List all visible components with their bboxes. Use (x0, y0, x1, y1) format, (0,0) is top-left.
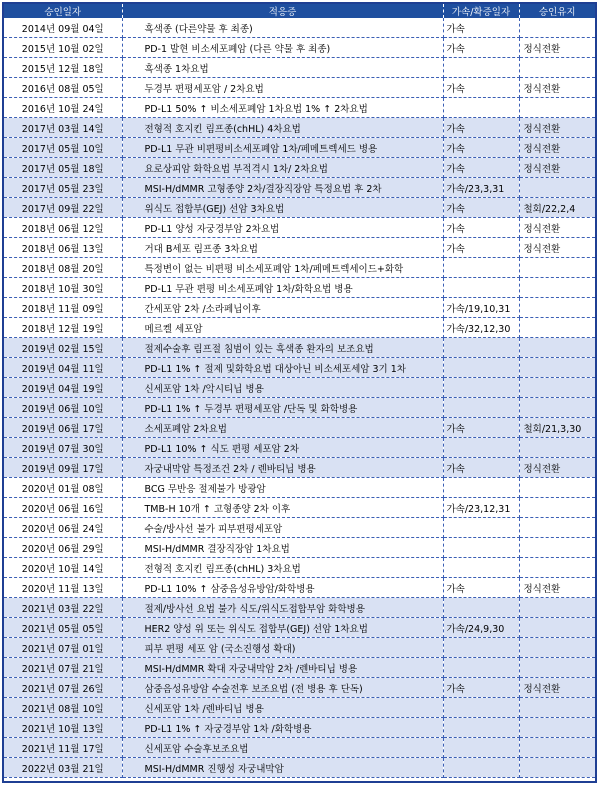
accelerated-date-cell: 가속 (443, 158, 519, 178)
approval-date-cell: 2018년 08월 20일 (4, 258, 122, 278)
approval-status-cell (519, 618, 595, 638)
table-row (4, 298, 595, 318)
table-row (4, 498, 595, 518)
accelerated-date-cell (443, 538, 519, 558)
approval-status-cell (519, 278, 595, 298)
approval-date-cell: 2017년 05월 10일 (4, 138, 122, 158)
indication-cell: 특정변이 없는 비편평 비소세포폐암 1차/페메트렉세이드+화학 (122, 258, 443, 278)
table-row (4, 238, 595, 258)
approval-status-cell (519, 18, 595, 38)
indication-cell: HER2 양성 위 또는 위식도 접합부(GEJ) 선암 1차요법 (122, 618, 443, 638)
table-row (4, 698, 595, 718)
approval-date-cell: 2021년 07월 01일 (4, 638, 122, 658)
accelerated-date-cell (443, 258, 519, 278)
indication-cell: 삼중음성유방암 수술전후 보조요법 (전 병용 후 단독) (122, 678, 443, 698)
approval-status-cell (519, 58, 595, 78)
approval-date-cell: 2019년 07월 30일 (4, 438, 122, 458)
table-row (4, 398, 595, 418)
approval-status-cell (519, 698, 595, 718)
approval-date-cell: 2019년 06월 10일 (4, 398, 122, 418)
approval-status-cell: 정식전환 (519, 458, 595, 478)
accelerated-date-cell (443, 518, 519, 538)
indication-cell: PD-1 발현 비소세포폐암 (다른 약물 후 최종) (122, 38, 443, 58)
table-row (4, 638, 595, 658)
accelerated-date-cell (443, 398, 519, 418)
accelerated-date-cell: 가속 (443, 118, 519, 138)
approval-date-cell: 2021년 11월 17일 (4, 738, 122, 758)
accelerated-date-cell (443, 718, 519, 738)
approval-status-cell (519, 718, 595, 738)
approval-date-cell: 2021년 10월 13일 (4, 718, 122, 738)
table-row (4, 178, 595, 198)
approval-status-cell: 철회/22,2,4 (519, 198, 595, 218)
indication-cell: 신세포암 수술후보조요법 (122, 738, 443, 758)
table-row (4, 538, 595, 558)
approval-status-cell (519, 478, 595, 498)
approval-status-cell: 정식전환 (519, 138, 595, 158)
accelerated-date-cell: 가속/24,9,30 (443, 618, 519, 638)
indication-cell: 자궁내막암 특정조건 2차 / 렌바티닙 병용 (122, 458, 443, 478)
approval-date-cell: 2020년 01월 08일 (4, 478, 122, 498)
approval-status-cell (519, 298, 595, 318)
accelerated-date-cell: 가속 (443, 38, 519, 58)
approval-status-cell (519, 358, 595, 378)
approval-date-cell: 2018년 06월 13일 (4, 238, 122, 258)
indication-cell: TMB-H 10개 ↑ 고형종양 2차 이후 (122, 498, 443, 518)
approval-date-cell: 2015년 12월 18일 (4, 58, 122, 78)
indication-cell: PD-L1 1% ↑ 절제 및화학요법 대상아닌 비소세포세암 3기 1차 (122, 358, 443, 378)
indication-cell: BCG 무반응 절제불가 방광암 (122, 478, 443, 498)
accelerated-date-cell (443, 738, 519, 758)
accelerated-date-cell (443, 658, 519, 678)
approval-date-cell: 2022년 03월 21일 (4, 758, 122, 778)
approval-status-cell (519, 758, 595, 778)
indication-cell: PD-L1 1% ↑ 두경부 편평세포암 /단독 및 화학병용 (122, 398, 443, 418)
accelerated-date-cell (443, 438, 519, 458)
accelerated-date-cell (443, 558, 519, 578)
table-row (4, 278, 595, 298)
header-accelerated-date: 가속/확증일자 (443, 4, 519, 18)
table-row (4, 738, 595, 758)
accelerated-date-cell: 가속 (443, 78, 519, 98)
table-row (4, 378, 595, 398)
approval-date-cell: 2016년 10월 24일 (4, 98, 122, 118)
approval-status-cell (519, 98, 595, 118)
indication-cell: PD-L1 10% ↑ 삼중음성유방암/화학병용 (122, 578, 443, 598)
table-row (4, 218, 595, 238)
accelerated-date-cell: 가속 (443, 138, 519, 158)
table-header-row (4, 4, 595, 18)
approval-date-cell: 2020년 06월 24일 (4, 518, 122, 538)
accelerated-date-cell: 가속/32,12,30 (443, 318, 519, 338)
indication-cell: 흑색종 1차요법 (122, 58, 443, 78)
approval-status-cell: 정식전환 (519, 78, 595, 98)
table-row (4, 118, 595, 138)
approval-date-cell: 2017년 09월 22일 (4, 198, 122, 218)
approval-status-cell (519, 378, 595, 398)
approval-status-cell (519, 258, 595, 278)
indication-cell: 간세포암 2차 /소라페닙이후 (122, 298, 443, 318)
accelerated-date-cell: 가속 (443, 458, 519, 478)
accelerated-date-cell: 가속 (443, 238, 519, 258)
approval-date-cell: 2019년 06월 17일 (4, 418, 122, 438)
accelerated-date-cell: 가속 (443, 198, 519, 218)
approval-status-cell (519, 338, 595, 358)
approval-status-cell (519, 498, 595, 518)
approval-date-cell: 2019년 09월 17일 (4, 458, 122, 478)
approval-table (4, 4, 595, 778)
approval-status-cell: 철회/21,3,30 (519, 418, 595, 438)
indication-cell: 위식도 접합부(GEJ) 선암 3차요법 (122, 198, 443, 218)
approval-date-cell: 2018년 06월 12일 (4, 218, 122, 238)
approval-date-cell: 2017년 05월 23일 (4, 178, 122, 198)
header-approval-date: 승인일자 (4, 4, 122, 18)
accelerated-date-cell: 가속/23,12,31 (443, 498, 519, 518)
approval-date-cell: 2015년 10월 02일 (4, 38, 122, 58)
accelerated-date-cell: 가속 (443, 678, 519, 698)
approval-status-cell (519, 178, 595, 198)
accelerated-date-cell: 가속 (443, 218, 519, 238)
table-row (4, 458, 595, 478)
table-row (4, 38, 595, 58)
table-body (4, 18, 595, 778)
approval-status-cell: 정식전환 (519, 158, 595, 178)
indication-cell: 소세포폐암 2차요법 (122, 418, 443, 438)
accelerated-date-cell (443, 698, 519, 718)
table-row (4, 258, 595, 278)
approval-date-cell: 2018년 10월 30일 (4, 278, 122, 298)
indication-cell: PD-L1 10% ↑ 식도 편평 세포암 2차 (122, 438, 443, 458)
approval-date-cell: 2020년 10월 14일 (4, 558, 122, 578)
accelerated-date-cell (443, 278, 519, 298)
indication-cell: MSI-H/dMMR 확대 자궁내막암 2차 /렌바티닙 병용 (122, 658, 443, 678)
approval-date-cell: 2019년 02월 15일 (4, 338, 122, 358)
indication-cell: PD-L1 양성 자궁경부암 2차요법 (122, 218, 443, 238)
approval-date-cell: 2021년 07월 21일 (4, 658, 122, 678)
table-row (4, 318, 595, 338)
table-row (4, 598, 595, 618)
approval-date-cell: 2020년 06월 16일 (4, 498, 122, 518)
approval-status-cell (519, 398, 595, 418)
indication-cell: 거대 B세포 림프종 3차요법 (122, 238, 443, 258)
approval-status-cell (519, 738, 595, 758)
accelerated-date-cell: 가속 (443, 578, 519, 598)
indication-cell: MSI-H/dMMR 결장직장암 1차요법 (122, 538, 443, 558)
accelerated-date-cell (443, 358, 519, 378)
approval-date-cell: 2021년 05월 05일 (4, 618, 122, 638)
approval-status-cell: 정식전환 (519, 218, 595, 238)
indication-cell: 수술/방사선 불가 피부편평세포암 (122, 518, 443, 538)
table-row (4, 418, 595, 438)
approval-date-cell: 2019년 04월 19일 (4, 378, 122, 398)
indication-cell: 두경부 편평세포암 / 2차요법 (122, 78, 443, 98)
approval-status-cell: 정식전환 (519, 578, 595, 598)
approval-status-cell (519, 438, 595, 458)
accelerated-date-cell: 가속 (443, 18, 519, 38)
table-row (4, 578, 595, 598)
table-row (4, 758, 595, 778)
approval-status-cell (519, 538, 595, 558)
accelerated-date-cell (443, 58, 519, 78)
accelerated-date-cell (443, 478, 519, 498)
indication-cell: 전형적 호지킨 림프종(chHL) 4차요법 (122, 118, 443, 138)
accelerated-date-cell: 가속/23,3,31 (443, 178, 519, 198)
table-row (4, 618, 595, 638)
approval-status-cell (519, 558, 595, 578)
approval-date-cell: 2017년 03월 14일 (4, 118, 122, 138)
approval-status-cell (519, 658, 595, 678)
approval-date-cell: 2021년 07월 26일 (4, 678, 122, 698)
indication-cell: 절제수술후 림프절 침범이 있는 흑색종 환자의 보조요법 (122, 338, 443, 358)
approval-status-cell (519, 518, 595, 538)
table-row (4, 18, 595, 38)
indication-cell: MSI-H/dMMR 고형종양 2차/결장직장암 특정요법 후 2차 (122, 178, 443, 198)
approval-date-cell: 2014년 09월 04일 (4, 18, 122, 38)
indication-cell: PD-L1 1% ↑ 자궁경부암 1차 /화학병용 (122, 718, 443, 738)
approval-date-cell: 2018년 12월 19일 (4, 318, 122, 338)
table-row (4, 678, 595, 698)
table-row (4, 158, 595, 178)
accelerated-date-cell: 가속/19,10,31 (443, 298, 519, 318)
header-indication: 적응증 (122, 4, 443, 18)
approval-status-cell (519, 598, 595, 618)
table-row (4, 438, 595, 458)
table-row (4, 198, 595, 218)
table-row (4, 338, 595, 358)
approval-status-cell (519, 318, 595, 338)
approval-status-cell (519, 638, 595, 658)
indication-cell: PD-L1 무관 편평 비소세포폐암 1차/화학요법 병용 (122, 278, 443, 298)
approval-table-frame (2, 2, 597, 783)
accelerated-date-cell (443, 98, 519, 118)
accelerated-date-cell (443, 758, 519, 778)
approval-date-cell: 2017년 05월 18일 (4, 158, 122, 178)
indication-cell: PD-L1 무관 비편평비소세포폐암 1차/페메트렉세드 병용 (122, 138, 443, 158)
accelerated-date-cell (443, 378, 519, 398)
table-row (4, 518, 595, 538)
indication-cell: 요로상피암 화학요법 부적격시 1차/ 2차요법 (122, 158, 443, 178)
approval-status-cell: 정식전환 (519, 238, 595, 258)
approval-status-cell: 정식전환 (519, 38, 595, 58)
accelerated-date-cell (443, 338, 519, 358)
table-row (4, 138, 595, 158)
header-approval-status: 승인유지 (519, 4, 595, 18)
approval-date-cell: 2019년 04월 11일 (4, 358, 122, 378)
approval-status-cell: 정식전환 (519, 118, 595, 138)
table-row (4, 718, 595, 738)
indication-cell: PD-L1 50% ↑ 비소세포폐암 1차요법 1% ↑ 2차요법 (122, 98, 443, 118)
indication-cell: 피부 편평 세포 암 (국소진행성 확대) (122, 638, 443, 658)
accelerated-date-cell (443, 598, 519, 618)
indication-cell: 절제/방사선 요법 불가 식도/위식도접합부암 화학병용 (122, 598, 443, 618)
indication-cell: 신세포암 1차 /악시티닙 병용 (122, 378, 443, 398)
table-row (4, 658, 595, 678)
table-row (4, 558, 595, 578)
accelerated-date-cell: 가속 (443, 418, 519, 438)
table-row (4, 58, 595, 78)
approval-date-cell: 2018년 11월 09일 (4, 298, 122, 318)
indication-cell: 신세포암 1차 /렌바티닙 병용 (122, 698, 443, 718)
approval-date-cell: 2020년 11월 13일 (4, 578, 122, 598)
indication-cell: 흑색종 (다른약물 후 최종) (122, 18, 443, 38)
table-row (4, 98, 595, 118)
approval-date-cell: 2021년 03월 22일 (4, 598, 122, 618)
indication-cell: MSI-H/dMMR 진행성 자궁내막암 (122, 758, 443, 778)
table-row (4, 78, 595, 98)
approval-date-cell: 2016년 08월 05일 (4, 78, 122, 98)
approval-date-cell: 2020년 06월 29일 (4, 538, 122, 558)
indication-cell: 메르켈 세포암 (122, 318, 443, 338)
table-row (4, 478, 595, 498)
approval-status-cell: 정식전환 (519, 678, 595, 698)
approval-date-cell: 2021년 08월 10일 (4, 698, 122, 718)
table-row (4, 358, 595, 378)
accelerated-date-cell (443, 638, 519, 658)
indication-cell: 전형적 호지킨 림프종(chHL) 3차요법 (122, 558, 443, 578)
